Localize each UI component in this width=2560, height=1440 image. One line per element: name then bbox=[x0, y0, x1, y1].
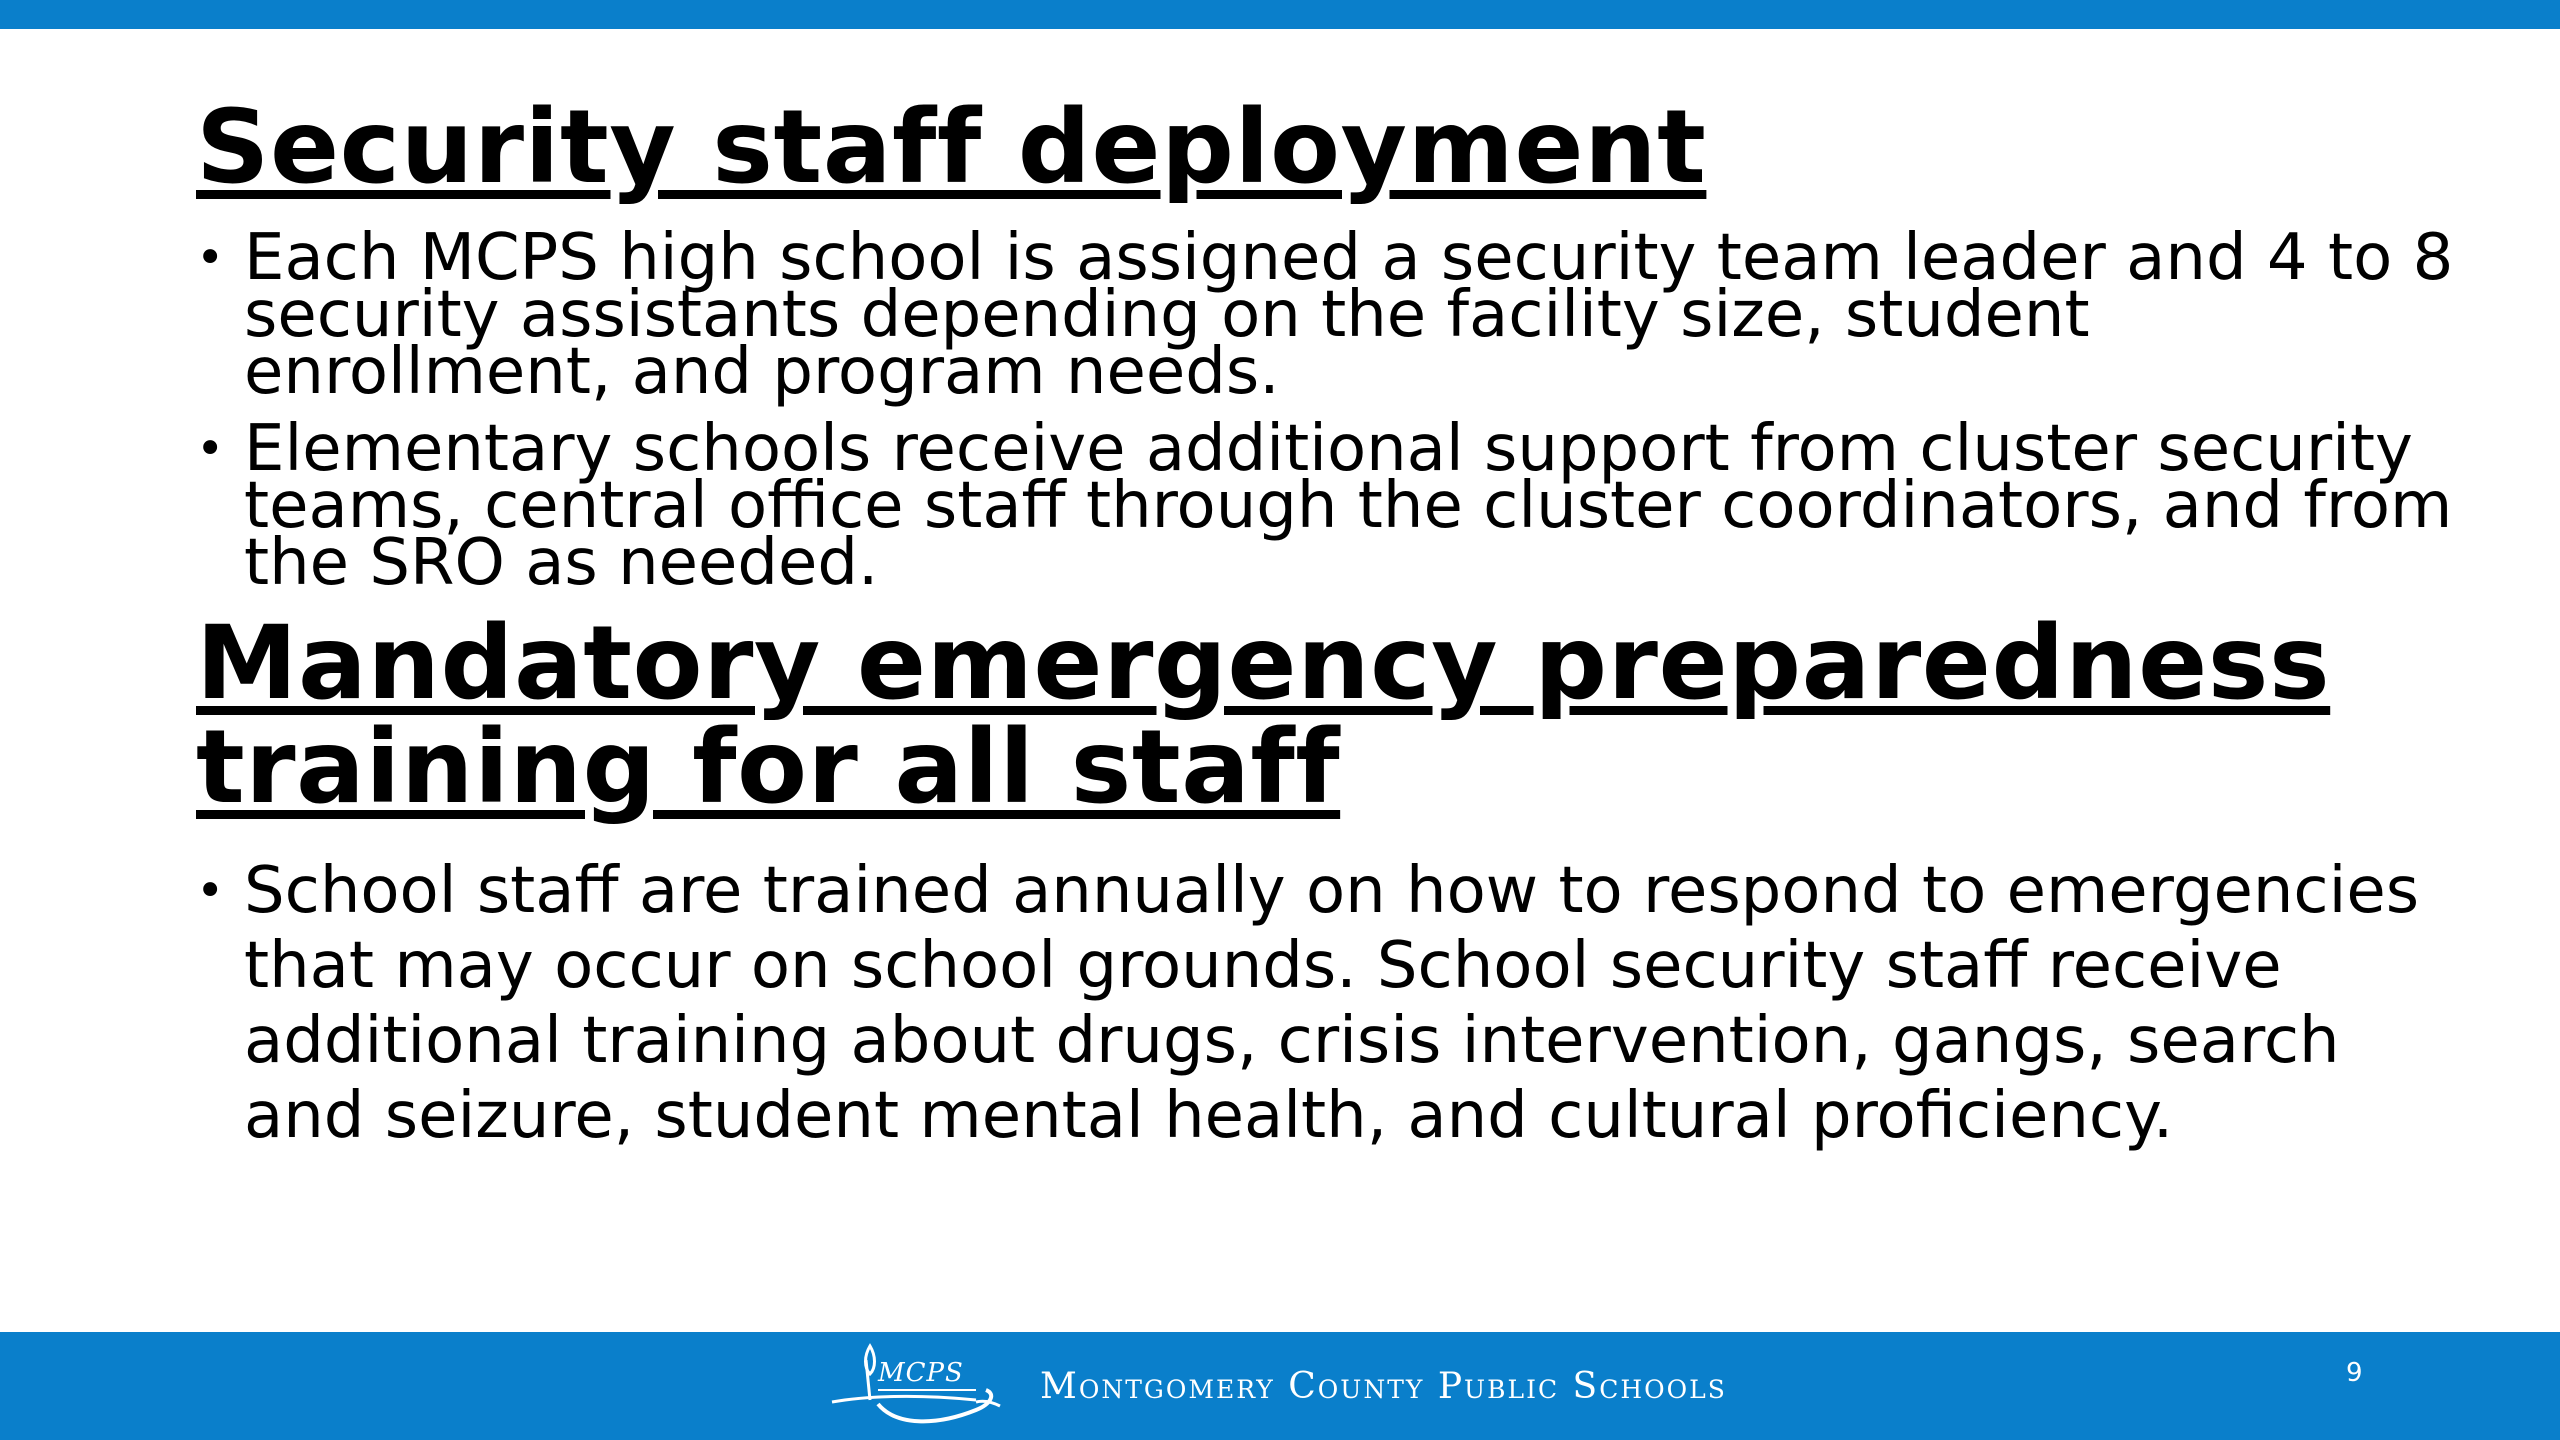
bullet-dot: • bbox=[196, 230, 225, 286]
section-title-security-staff: Security staff deployment bbox=[196, 88, 1707, 207]
bullet-dot: • bbox=[196, 863, 225, 919]
logo-text: MCPS bbox=[878, 1358, 964, 1388]
footer-bar bbox=[0, 1332, 2560, 1440]
slide-content bbox=[196, 88, 2466, 1174]
bullet-item bbox=[196, 412, 2466, 600]
bullet-text: Elementary schools receive additional support from cluster security teams, central office staff through the cluster coordinators, and from the SRO as needed. bbox=[244, 412, 2453, 600]
page-number: 9 bbox=[2346, 1358, 2363, 1388]
top-accent-bar bbox=[0, 0, 2560, 29]
section-title-emergency-training: Mandatory emergency preparedness training for all staff bbox=[196, 604, 2331, 827]
bullet-item bbox=[196, 854, 2466, 1154]
bullet-text: School staff are trained annually on how to respond to emergencies that may occur on school grounds. School security staff receive additional training about drugs, crisis intervention, gangs, search and seizure, student mental health, and cultural proficiency. bbox=[244, 854, 2420, 1153]
bullet-dot: • bbox=[196, 421, 225, 477]
organization-name: Montgomery County Public Schools bbox=[1040, 1366, 1727, 1407]
mcps-logo bbox=[826, 1340, 1006, 1432]
security-staff-bullets bbox=[196, 221, 2466, 600]
bullet-text: Each MCPS high school is assigned a security team leader and 4 to 8 security assistants depending on the facility size, student enrollment, and program needs. bbox=[244, 221, 2454, 409]
bullet-item bbox=[196, 221, 2466, 409]
emergency-training-bullets bbox=[196, 854, 2466, 1154]
